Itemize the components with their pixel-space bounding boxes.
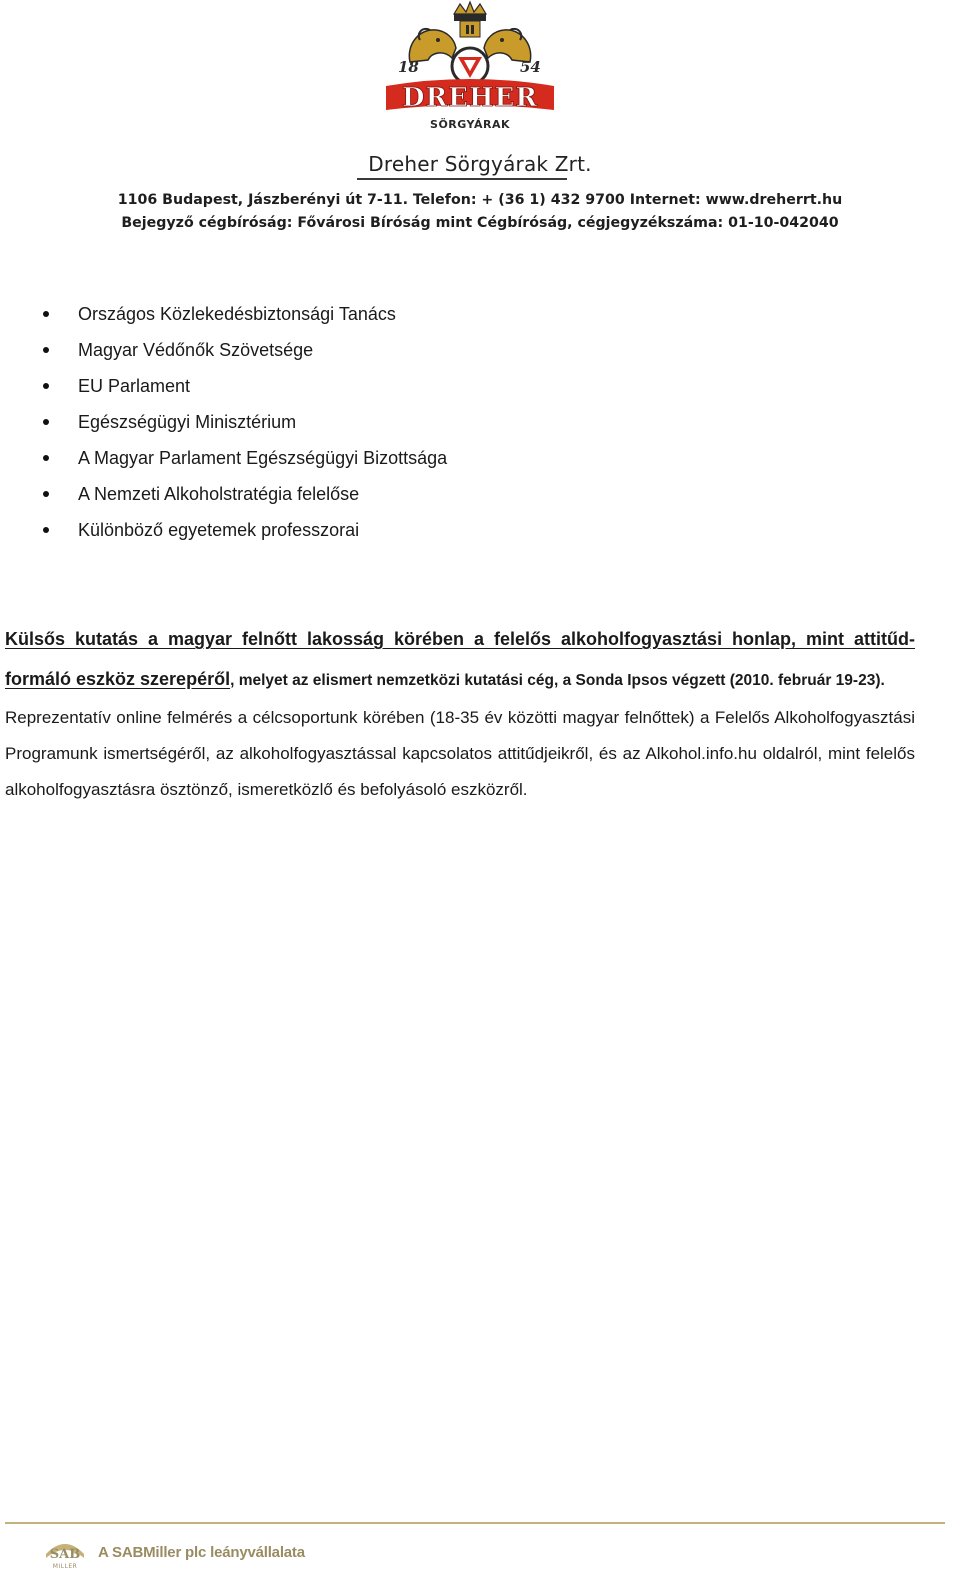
registry-info: Bejegyző cégbíróság: Fővárosi Bíróság mint Cégbíróság, cégjegyzékszáma: 01-10-042040	[121, 215, 839, 231]
bullet-icon	[43, 491, 49, 497]
list-item-label: A Nemzeti Alkoholstratégia felelőse	[78, 484, 360, 504]
footer-text: A SABMiller plc leányvállalata	[98, 1543, 305, 1561]
bullet-icon	[43, 419, 49, 425]
contact-info: 1106 Budapest, Jászberényi út 7-11. Telefon: + (36 1) 432 9700 Internet: www.dreherrt.hu	[117, 192, 843, 208]
list-item-label: EU Parlament	[78, 376, 191, 396]
bullet-icon	[43, 455, 49, 461]
footer	[40, 1532, 305, 1572]
survey-heading-title: Külsős kutatás a magyar felnőtt lakosság körében a felelős alkoholfogyasztási honlap, mint attitűd-formáló eszköz szerepéről	[5, 629, 915, 689]
crest-year-right: 54	[520, 58, 541, 76]
dreher-crest-logo	[370, 0, 570, 135]
list-item	[0, 444, 940, 480]
company-name: Dreher Sörgyárak Zrt.	[368, 152, 592, 176]
survey-section	[5, 620, 915, 808]
sabmiller-logo	[40, 1532, 90, 1572]
brand-subtitle: SÖRGYÁRAK	[430, 118, 510, 131]
crest-shield-icon	[452, 48, 488, 84]
list-item	[0, 408, 940, 444]
survey-description: Reprezentatív online felmérés a célcsoportunk körében (18-35 év közötti magyar felnőttek) a Felelős Alkoholfogyasztási Programunk ismertségéről, az alkoholfogyasztással kapcsolatos attitűdjeikről, és az Alkohol.info.hu oldalról, mint felelős alkoholfogyasztásra ösztönző, ismeretközlő és befolyásoló eszközről.	[5, 708, 915, 799]
footer-divider	[5, 1522, 945, 1524]
list-item-label: Különböző egyetemek professzorai	[78, 520, 360, 540]
organization-list	[0, 300, 940, 552]
list-item-label: A Magyar Parlament Egészségügyi Bizottsága	[78, 448, 448, 468]
list-item	[0, 336, 940, 372]
bullet-icon	[43, 527, 49, 533]
list-item	[0, 372, 940, 408]
list-item-label: Magyar Védőnők Szövetsége	[78, 340, 314, 360]
list-item-label: Egészségügyi Minisztérium	[78, 412, 297, 432]
survey-heading	[5, 620, 915, 700]
list-item	[0, 300, 940, 336]
crest-year-left: 18	[398, 58, 419, 76]
list-item	[0, 516, 940, 552]
bullet-icon	[43, 383, 49, 389]
survey-heading-detail: , melyet az elismert nemzetközi kutatási cég, a Sonda Ipsos végzett (2010. február 19-23).	[230, 672, 885, 689]
list-item	[0, 480, 940, 516]
crest-crown-icon	[454, 2, 486, 37]
sab-logo-subtext: MILLER	[52, 1563, 78, 1570]
bullet-icon	[43, 347, 49, 353]
bullet-icon	[43, 311, 49, 317]
letterhead	[0, 0, 960, 240]
sab-logo-text: SAB	[49, 1547, 81, 1562]
company-name-underline	[357, 178, 567, 180]
list-item-label: Országos Közlekedésbiztonsági Tanács	[78, 304, 396, 324]
brand-wordmark: DREHER	[402, 83, 538, 113]
